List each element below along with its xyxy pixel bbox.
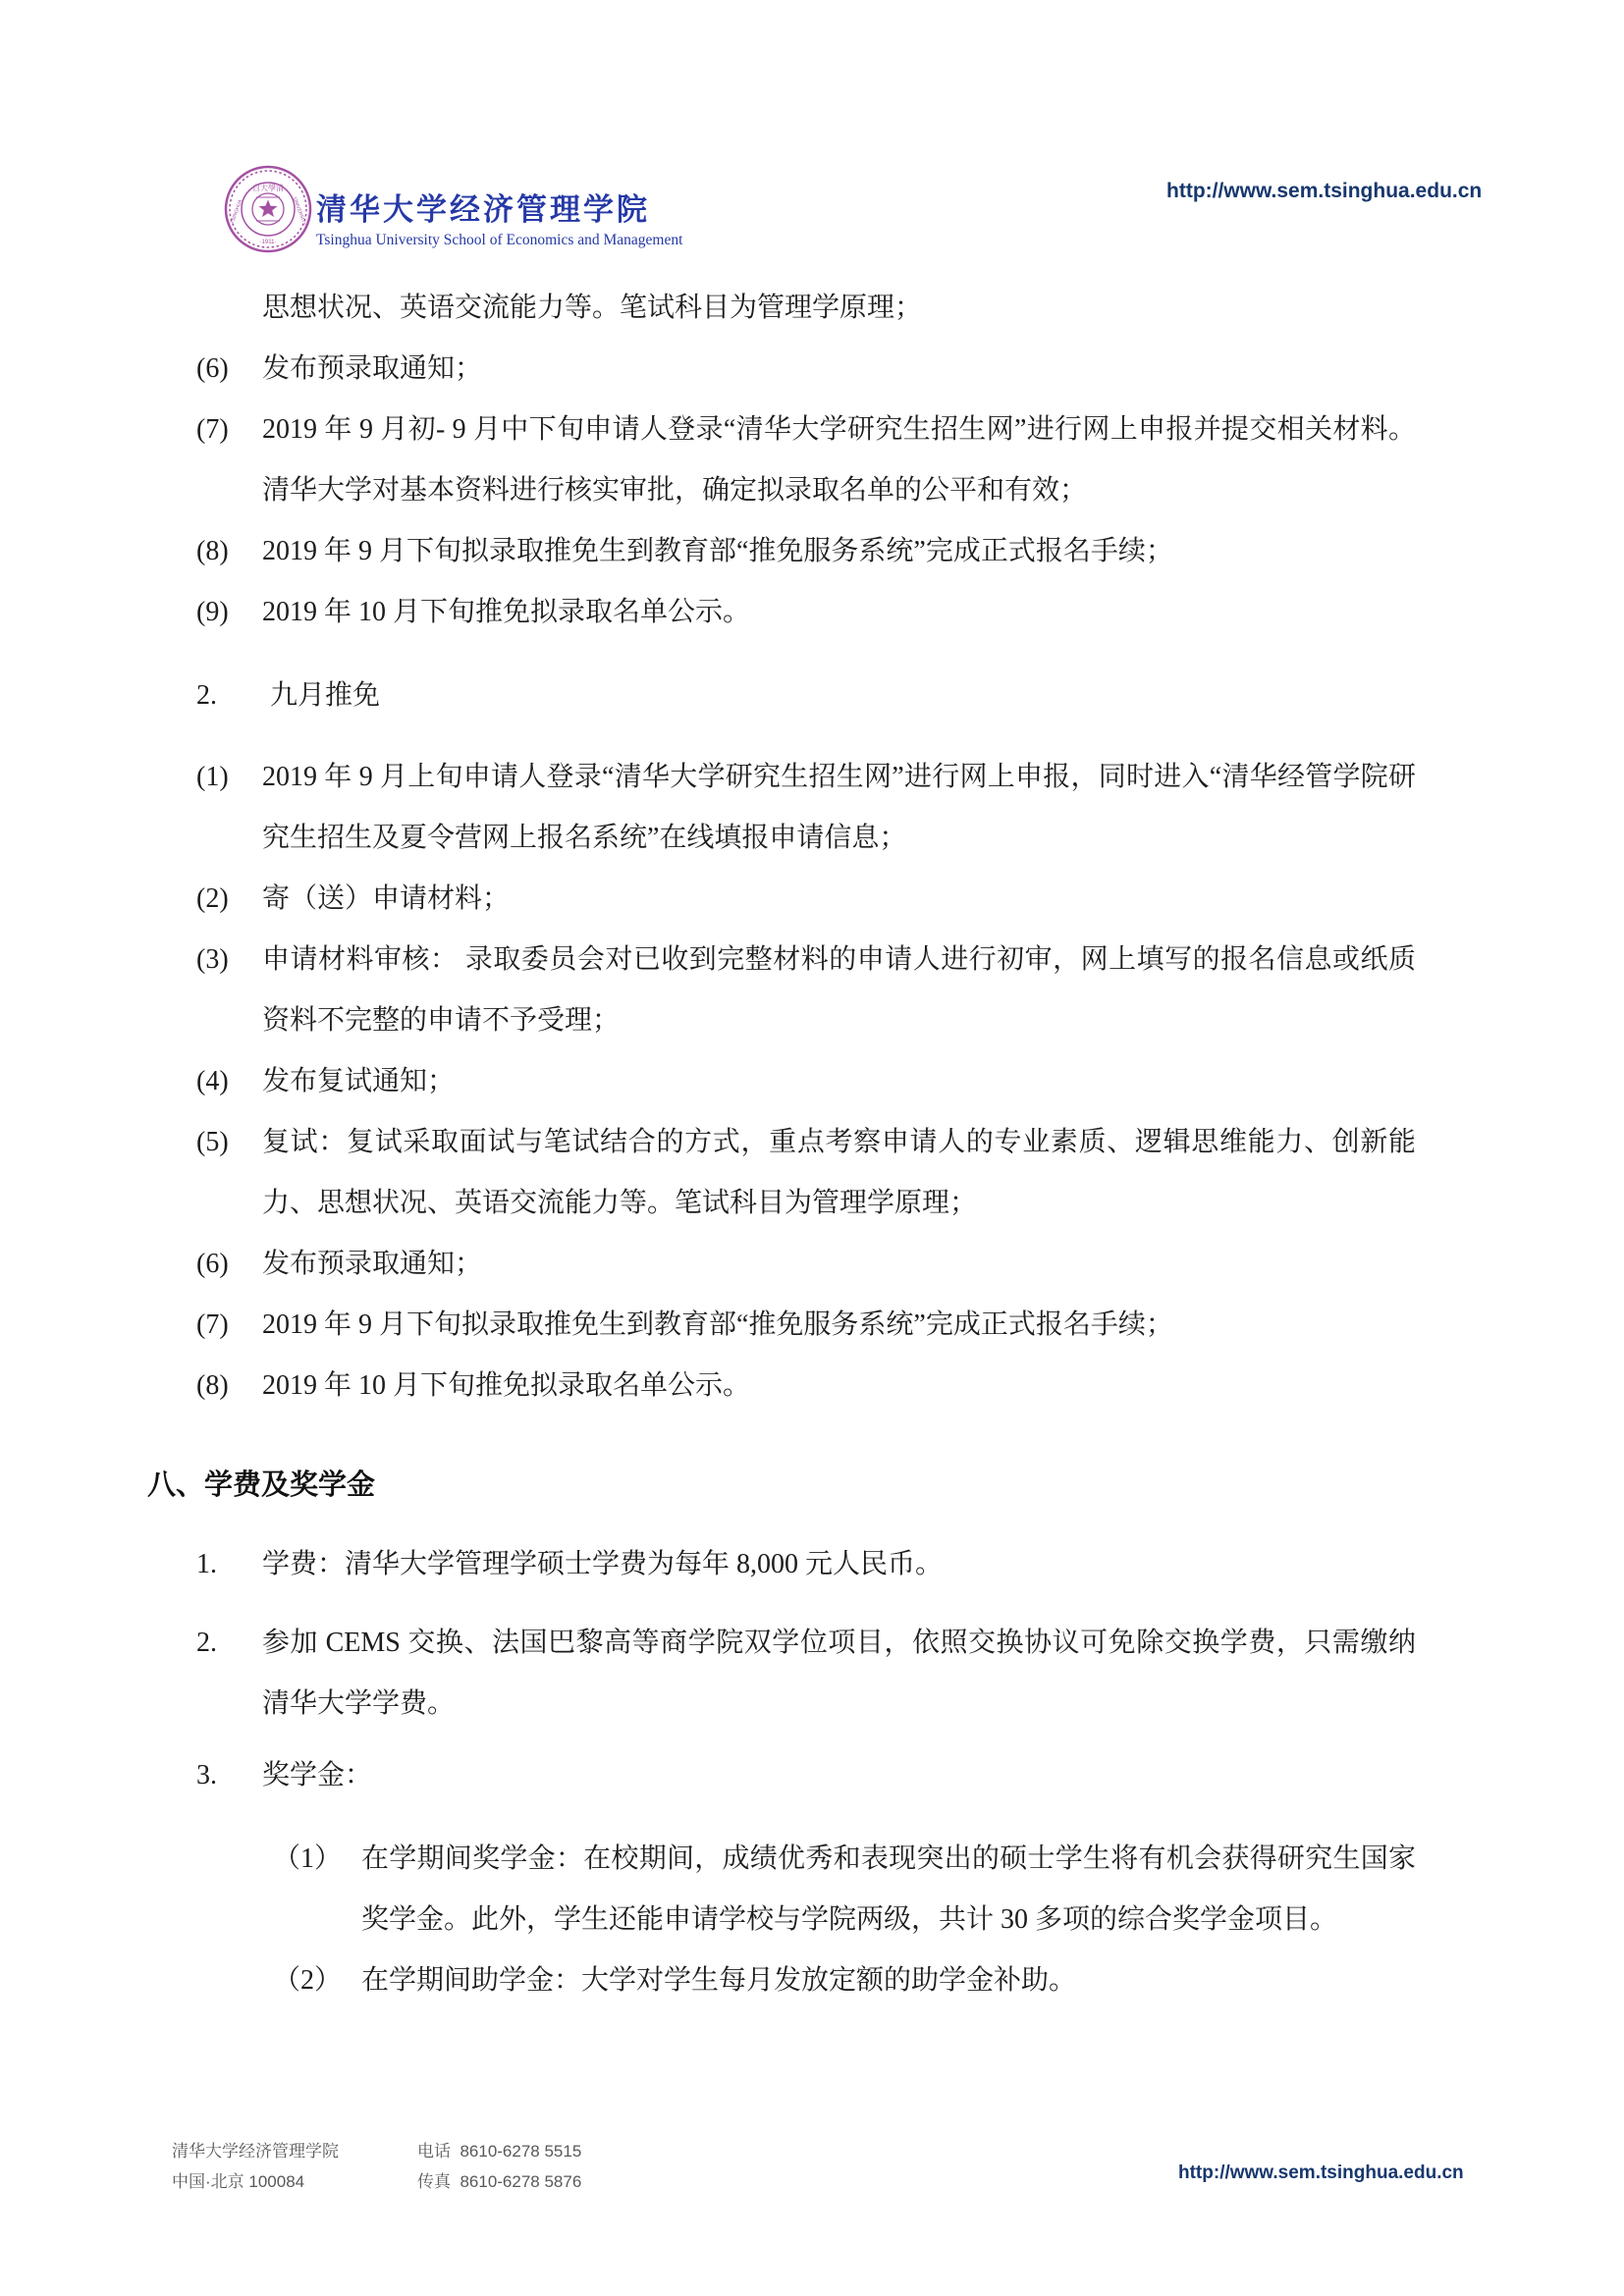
item-text: 2019 年 10 月下旬推免拟录取名单公示。 (262, 1370, 751, 1401)
item-text: 2019 年 9 月下旬拟录取推免生到教育部“推免服务系统”完成正式报名手续； (262, 536, 1173, 566)
item-number: (7) (196, 1309, 229, 1340)
phone-label: 电话 (417, 2142, 451, 2161)
item-number: (8) (196, 1370, 229, 1401)
subsection-heading-september (196, 666, 1416, 726)
footer-address: 中国·北京 100084 (172, 2172, 305, 2191)
item-number: 2. (196, 1628, 217, 1658)
item-number: (3) (196, 944, 229, 975)
svg-text:TSINGHUA: TSINGHUA (229, 198, 244, 225)
list-item (196, 747, 1416, 869)
item-text: 复试：复试采取面试与笔试结合的方式，重点考察申请人的专业素质、逻辑思维能力、创新能力、思想状况、英语交流能力等。笔试科目为管理学原理； (262, 1127, 1416, 1218)
item-number: (6) (196, 353, 229, 384)
school-logo-text (316, 185, 682, 249)
footer-contact-block (417, 2136, 581, 2197)
section-heading-tuition-scholarship: 八、学费及奖学金 (147, 1469, 376, 1501)
item-number: 3. (196, 1760, 217, 1790)
item-number: 1. (196, 1549, 217, 1579)
list-item (196, 1534, 1416, 1595)
subsection-title: 九月推免 (270, 680, 381, 711)
tsinghua-university-seal-icon (224, 165, 312, 253)
item-number: (9) (196, 597, 229, 627)
item-number: (4) (196, 1066, 229, 1096)
item-number: （1） (273, 1843, 343, 1874)
svg-text:UNIVERSITY: UNIVERSITY (291, 196, 307, 227)
item-number: (8) (196, 536, 229, 566)
list-item (196, 1829, 1416, 1950)
paragraph-continuation: 思想状况、英语交流能力等。笔试科目为管理学原理； (262, 293, 923, 323)
item-text: 发布预录取通知； (262, 1249, 483, 1279)
footer-phone-line (417, 2136, 581, 2166)
fax-label: 传真 (417, 2172, 451, 2191)
school-name-english: Tsinghua University School of Economics and Management (316, 232, 683, 248)
list-item (196, 582, 1416, 643)
svg-text:自大學清: 自大學清 (252, 184, 284, 192)
school-name-chinese: 清华大学经济管理学院 (316, 192, 650, 227)
item-text: 2019 年 9 月上旬申请人登录“清华大学研究生招生网”进行网上申报，同时进入“清华经管学院研究生招生及夏令营网上报名系统”在线填报申请信息； (262, 762, 1416, 853)
item-number: （2） (273, 1965, 343, 1996)
item-number: (5) (196, 1127, 229, 1157)
item-number: (2) (196, 883, 229, 914)
footer-website-link[interactable]: http://www.sem.tsinghua.edu.cn (1178, 2163, 1464, 2183)
header-website-link[interactable]: http://www.sem.tsinghua.edu.cn (1166, 180, 1483, 202)
fax-number: 8610-6278 5876 (460, 2172, 582, 2191)
list-item (196, 1112, 1416, 1234)
list-item (196, 869, 1416, 930)
item-number: (7) (196, 414, 229, 445)
list-item (196, 1950, 1416, 2011)
list-item (196, 1356, 1416, 1416)
item-text: 学费：清华大学管理学硕士学费为每年 8,000 元人民币。 (262, 1549, 944, 1579)
svg-text:·1911·: ·1911· (259, 240, 277, 245)
item-text: 发布预录取通知； (262, 353, 483, 384)
list-item (196, 521, 1416, 582)
item-text: 2019 年 9 月下旬拟录取推免生到教育部“推免服务系统”完成正式报名手续； (262, 1309, 1173, 1340)
list-item (196, 400, 1416, 521)
footer-org-name: 清华大学经济管理学院 (172, 2142, 339, 2161)
item-text: 参加 CEMS 交换、法国巴黎高等商学院双学位项目，依照交换协议可免除交换学费，只需缴纳清华大学学费。 (262, 1628, 1416, 1719)
item-text: 在学期间奖学金：在校期间，成绩优秀和表现突出的硕士学生将有机会获得研究生国家奖学金。此外，学生还能申请学校与学院两级，共计 30 多项的综合奖学金项目。 (361, 1843, 1416, 1935)
list-item (196, 339, 1416, 400)
item-text: 2019 年 10 月下旬推免拟录取名单公示。 (262, 597, 751, 627)
list-item (196, 1745, 1416, 1806)
item-text: 寄（送）申请材料； (262, 883, 511, 914)
list-item (196, 930, 1416, 1051)
phone-number: 8610-6278 5515 (460, 2142, 582, 2161)
list-item (196, 1051, 1416, 1112)
item-number: (6) (196, 1249, 229, 1279)
item-text: 在学期间助学金：大学对学生每月发放定额的助学金补助。 (361, 1965, 1077, 1996)
footer-address-block (172, 2136, 339, 2197)
item-text: 申请材料审核： 录取委员会对已收到完整材料的申请人进行初审，网上填写的报名信息或纸质资料不完整的申请不予受理； (262, 944, 1416, 1036)
item-text: 发布复试通知； (262, 1066, 456, 1096)
list-item (196, 1613, 1416, 1735)
list-item (196, 1295, 1416, 1356)
footer-fax-line (417, 2166, 581, 2197)
subsection-number: 2. (196, 680, 217, 711)
document-body (0, 278, 1624, 2011)
item-text: 2019 年 9 月初- 9 月中下旬申请人登录“清华大学研究生招生网”进行网上申报并提交相关材料。清华大学对基本资料进行核实审批，确定拟录取名单的公平和有效； (262, 414, 1416, 506)
item-number: (1) (196, 762, 229, 792)
list-item (196, 1234, 1416, 1295)
item-text: 奖学金： (262, 1760, 373, 1790)
